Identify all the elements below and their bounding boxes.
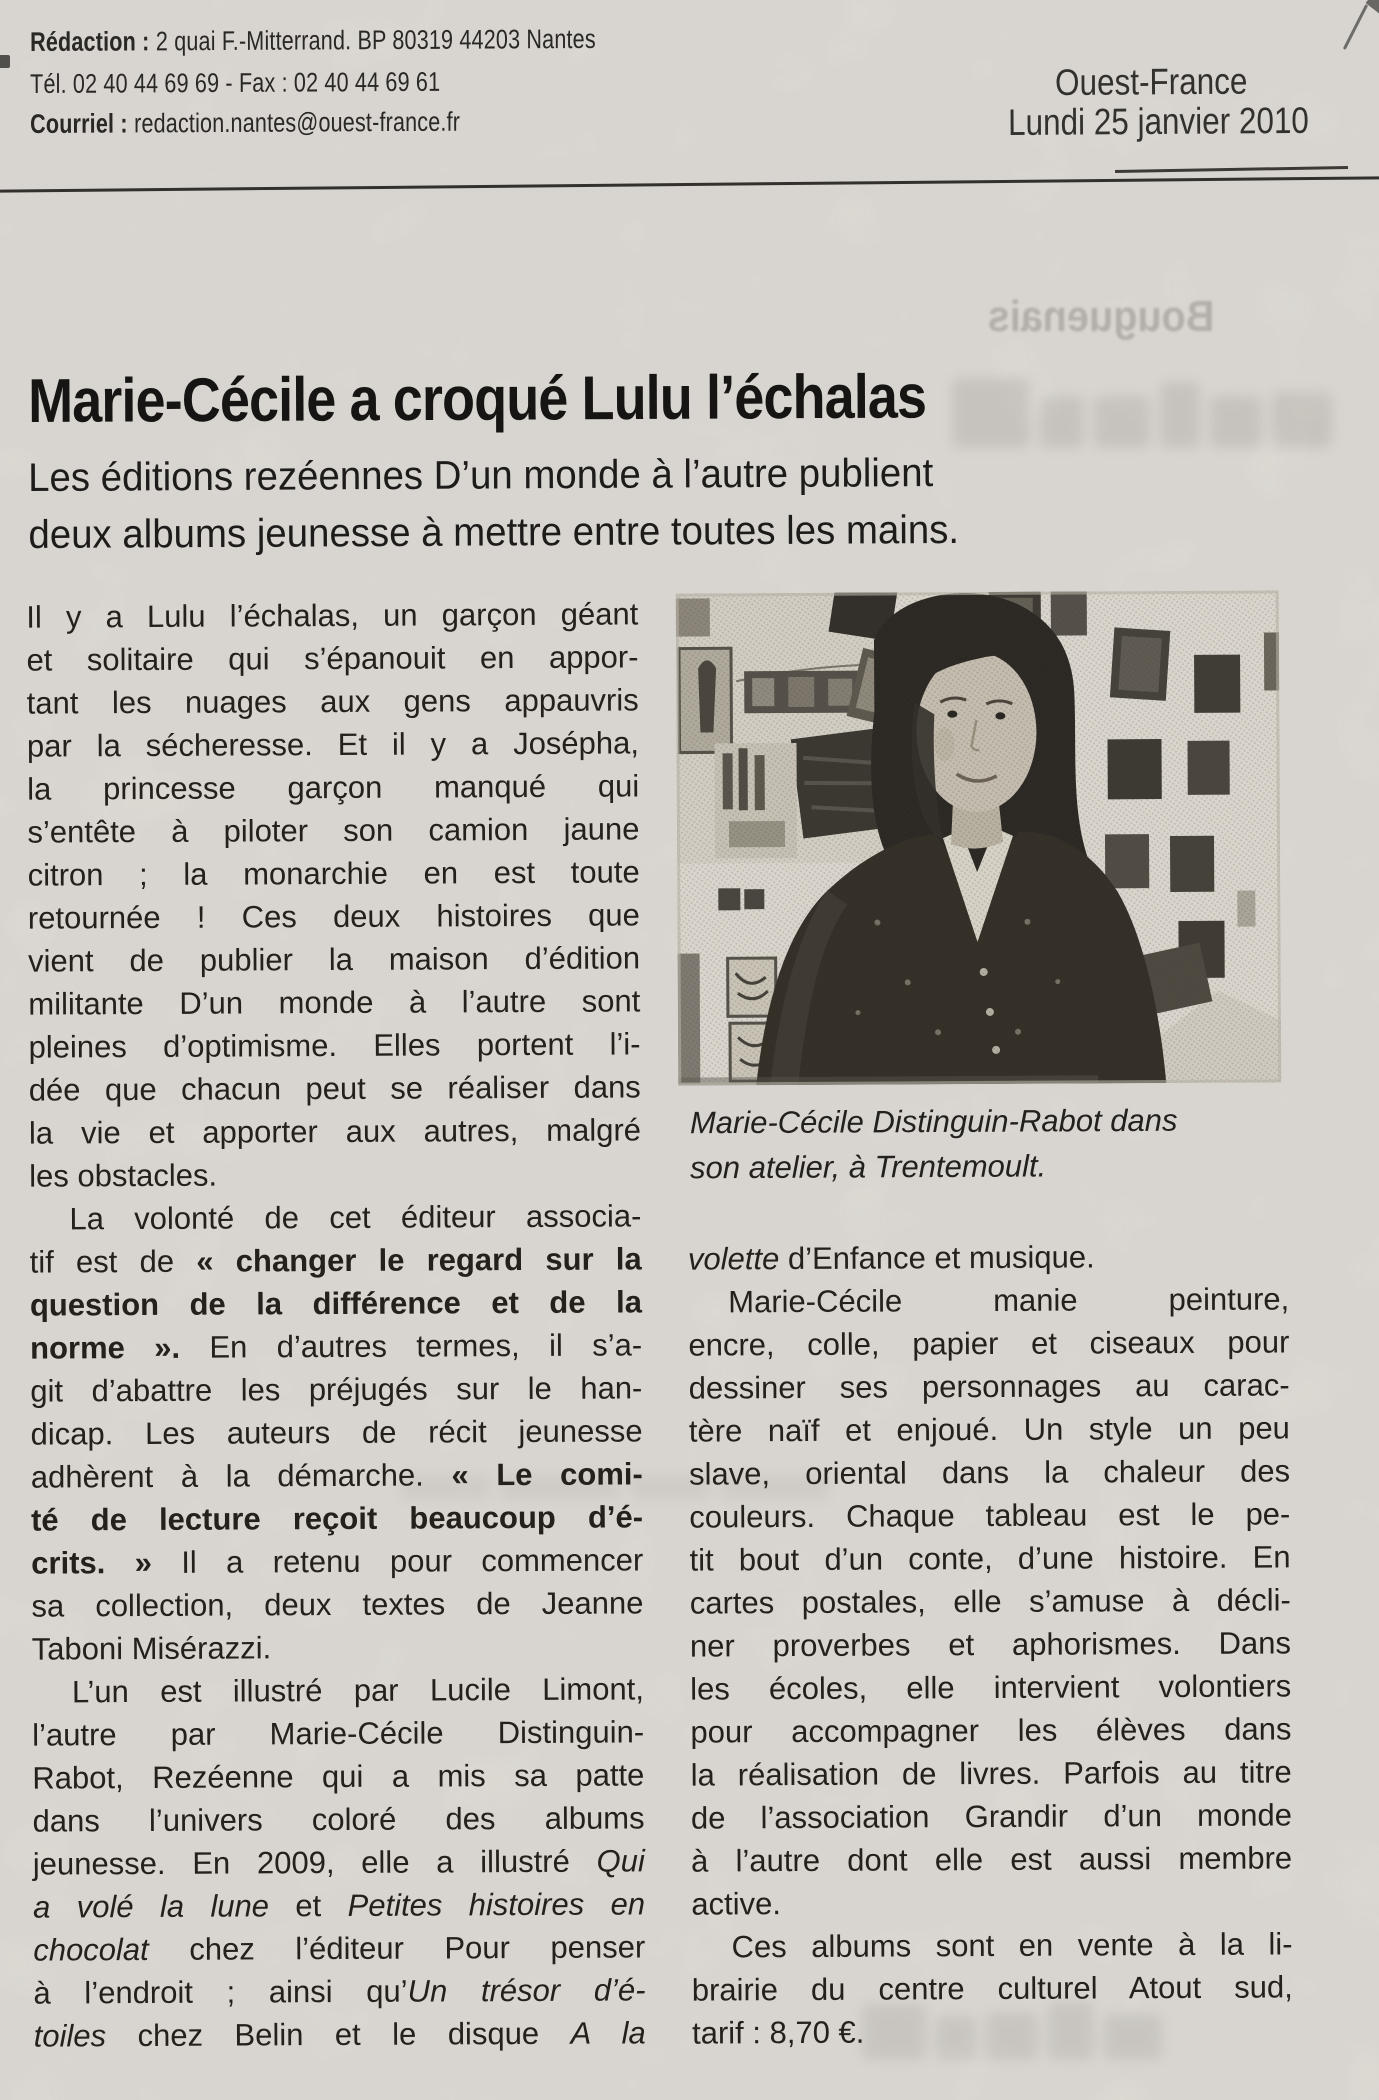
- courriel-address: redaction.nantes@ouest-france.fr: [134, 106, 461, 139]
- phone-fax-line: Tél. 02 40 44 69 69 - Fax : 02 40 44 69 61: [30, 66, 441, 99]
- article-column-right: [688, 1234, 1293, 2054]
- article-line: tant les nuages aux gens appauvris: [26, 682, 639, 721]
- article-line: couleurs. Chaque tableau est le pe-: [689, 1496, 1291, 1535]
- article-line: tère naïf et enjoué. Un style un peu: [688, 1410, 1290, 1449]
- scan-edge-mark: [0, 55, 10, 68]
- article-line: tit bout d’un conte, d’une histoire. En: [689, 1539, 1291, 1578]
- courriel-line: [30, 107, 460, 140]
- article-line: les obstacles.: [29, 1157, 218, 1194]
- photo-halftone-overlay: [676, 590, 1282, 1085]
- article-line: l’autre par Marie-Cécile Distinguin-: [32, 1714, 645, 1753]
- article-line: dessiner ses personnages au carac-: [688, 1367, 1290, 1406]
- article-line: L’un est illustré par Lucile Limont,: [71, 1671, 645, 1710]
- article-line: git d’abattre les préjugés sur le han-: [30, 1370, 643, 1409]
- article-line: crits. » Il a retenu pour commencer: [31, 1542, 644, 1581]
- article-line: la vie et apporter aux autres, malgré: [28, 1112, 642, 1151]
- article-line: pleines d’optimisme. Elles portent l’i-: [28, 1026, 641, 1065]
- subtitle-line-1: Les éditions rezéennes D’un monde à l’autre publient: [28, 451, 934, 500]
- article-line: toiles chez Belin et le disque A la: [33, 2015, 646, 2054]
- subtitle-line-2: deux albums jeunesse à mettre entre toutes les mains.: [28, 507, 960, 557]
- article-line: vient de publier la maison d’édition: [27, 940, 641, 979]
- article-line: tarif : 8,70 €.: [691, 2014, 865, 2051]
- newspaper-name: Ouest-France: [1055, 60, 1248, 103]
- article-line: de l’association Grandir d’un monde: [690, 1797, 1292, 1836]
- article-line: la réalisation de livres. Parfois au titre: [690, 1754, 1292, 1793]
- article-line: s’entête à piloter son camion jaune: [27, 811, 640, 850]
- article-column-left: [26, 592, 646, 2057]
- article-line: encre, colle, papier et ciseaux pour: [688, 1324, 1290, 1363]
- ghost-bleedthrough-headline: [952, 362, 1379, 448]
- article-line: les écoles, elle intervient volontiers: [690, 1668, 1292, 1707]
- article-subtitle: [28, 445, 959, 564]
- article-line: cartes postales, elle s’amuse à décli-: [689, 1582, 1291, 1621]
- article-line: brairie du centre culturel Atout sud,: [691, 1969, 1293, 2008]
- article-line: Taboni Misérazzi.: [31, 1630, 272, 1667]
- article-line: chocolat chez l’éditeur Pour penser: [33, 1929, 646, 1968]
- article-line: té de lecture reçoit beaucoup d’é-: [30, 1499, 644, 1538]
- photo-caption: [690, 1098, 1178, 1191]
- article-line: norme ». En d’autres termes, il s’a-: [30, 1327, 643, 1366]
- article-line: La volonté de cet éditeur associa-: [69, 1198, 642, 1237]
- photo-illustration: [676, 590, 1282, 1085]
- issue-date: Lundi 25 janvier 2010: [1008, 99, 1309, 143]
- article-line: et solitaire qui s’épanouit en appor-: [26, 639, 639, 678]
- article-line: adhèrent à la démarche. « Le comi-: [30, 1456, 643, 1495]
- article-line: par la sécheresse. Et il y a Josépha,: [26, 725, 640, 764]
- article-line: Rabot, Rezéenne qui a mis sa patte: [32, 1757, 645, 1796]
- redaction-address-line: [30, 24, 596, 58]
- article-line: la princesse garçon manqué qui: [27, 768, 640, 807]
- article-line: jeunesse. En 2009, elle a illustré Qui: [32, 1843, 645, 1882]
- article-line: citron ; la monarchie en est toute: [27, 854, 640, 893]
- photo-caption-line-2: son atelier, à Trentemoult.: [690, 1148, 1047, 1186]
- photo-marie-cecile: [676, 590, 1282, 1085]
- date-underline: [1115, 166, 1348, 173]
- article-line: active.: [691, 1886, 782, 1922]
- photo-caption-line-1: Marie-Cécile Distinguin-Rabot dans: [689, 1102, 1178, 1141]
- redaction-label: Rédaction :: [30, 26, 150, 57]
- article-line: Ces albums sont en vente à la li-: [731, 1926, 1293, 1965]
- courriel-label: Courriel :: [30, 108, 128, 139]
- article-line: tif est de « changer le regard sur la: [29, 1241, 642, 1280]
- article-headline: Marie-Cécile a croqué Lulu l’échalas: [28, 362, 927, 436]
- article-line: Marie-Cécile manie peinture,: [728, 1281, 1290, 1320]
- ghost-bleedthrough-text: Bouguenais: [987, 292, 1215, 341]
- article-line: à l’autre dont elle est aussi membre: [691, 1840, 1293, 1879]
- article-line: dicap. Les auteurs de récit jeunesse: [30, 1413, 643, 1452]
- article-line: Il y a Lulu l’échalas, un garçon géant: [26, 596, 639, 635]
- article-line: dée que chacun peut se réaliser dans: [28, 1069, 641, 1108]
- article-line: ner proverbes et aphorismes. Dans: [689, 1625, 1292, 1664]
- article-line: militante D’un monde à l’autre sont: [28, 983, 641, 1022]
- scan-corner-mark: [1366, 0, 1379, 14]
- article-line: pour accompagner les élèves dans: [690, 1711, 1292, 1750]
- article-line: retournée ! Ces deux histoires que: [27, 897, 640, 936]
- header-rule: [0, 176, 1379, 192]
- scan-scratch-mark: [1343, 4, 1368, 50]
- redaction-address: 2 quai F.-Mitterrand. BP 80319 44203 Nantes: [155, 23, 596, 57]
- article-line: question de la différence et de la: [29, 1284, 642, 1323]
- article-line: volette d’Enfance et musique.: [687, 1239, 1095, 1277]
- article-line: sa collection, deux textes de Jeanne: [31, 1585, 644, 1624]
- article-line: a volé la lune et Petites histoires en: [32, 1886, 646, 1925]
- article-line: dans l’univers coloré des albums: [32, 1800, 645, 1839]
- article-line: à l’endroit ; ainsi qu’Un trésor d’é-: [33, 1972, 646, 2011]
- article-line: slave, oriental dans la chaleur des: [689, 1453, 1291, 1492]
